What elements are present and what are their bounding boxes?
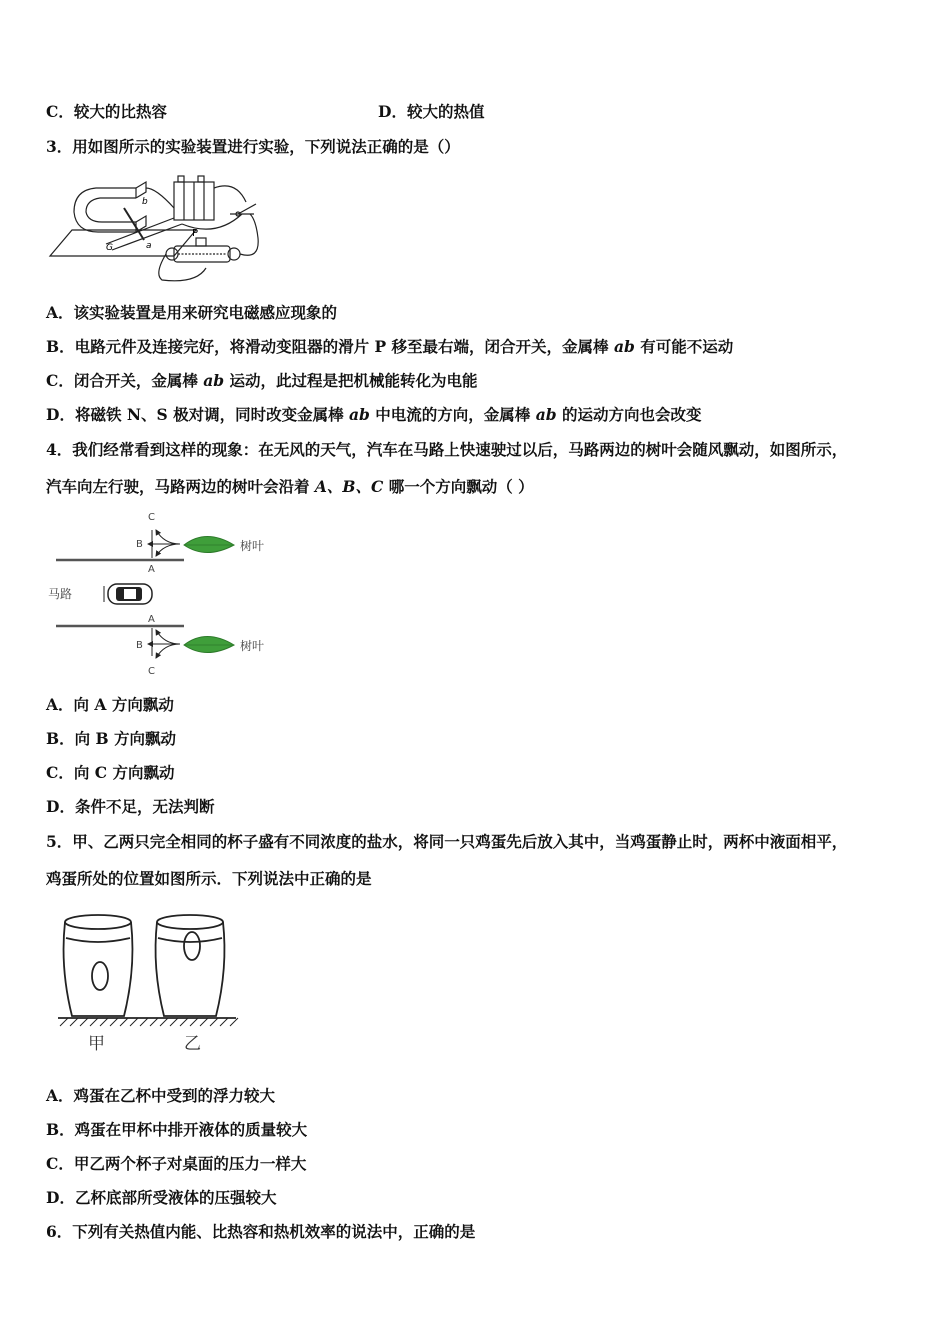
q3-option-b-pre: B．电路元件及连接完好，将滑动变阻器的滑片 P 移至最右端，闭合开关，金属棒 — [46, 337, 614, 356]
q3-fig-label-a: a — [146, 241, 152, 251]
q3-option-b-post: 有可能不运动 — [634, 337, 734, 356]
q3-option-c-var: ab — [203, 371, 225, 390]
q5-option-d: D．乙杯底部所受液体的压强较大 — [46, 1188, 277, 1207]
q4-fig-label-road: 马路 — [48, 587, 73, 601]
q3-figure-electromagnet-apparatus — [46, 168, 266, 286]
q4-stem-line2-post: 哪一个方向飘动（ ） — [383, 477, 534, 496]
q3-option-d-var1: ab — [349, 405, 370, 424]
q4-fig-label-bottom-b: B — [136, 640, 143, 651]
q4-stem-line2-vars: A、B、C — [314, 477, 384, 496]
q4-option-a: A．向 A 方向飘动 — [46, 695, 174, 714]
q3-stem: 3．用如图所示的实验装置进行实验，下列说法正确的是（） — [46, 137, 460, 156]
q4-fig-label-top-c: C — [148, 512, 155, 523]
q5-option-b: B．鸡蛋在甲杯中排开液体的质量较大 — [46, 1120, 308, 1139]
q4-fig-label-leaf-top: 树叶 — [240, 539, 265, 553]
q5-stem-line1: 5．甲、乙两只完全相同的杯子盛有不同浓度的盐水，将同一只鸡蛋先后放入其中，当鸡蛋静止时，两杯中液面相平， — [46, 832, 848, 851]
q3-option-b-var: ab — [613, 337, 635, 356]
q4-stem-line2 — [46, 477, 534, 497]
q3-option-d-post: 的运动方向也会改变 — [556, 405, 702, 424]
q4-stem-line2-pre: 汽车向左行驶，马路两边的树叶会沿着 — [46, 477, 315, 496]
q3-option-d-var2: ab — [535, 405, 557, 424]
q3-fig-label-b: b — [142, 197, 148, 207]
q4-fig-label-top-b: B — [136, 539, 143, 550]
q4-option-b: B．向 B 方向飘动 — [46, 729, 176, 748]
q4-fig-label-bottom-c: C — [148, 666, 155, 677]
q3-option-d-mid: 中电流的方向，金属棒 — [369, 405, 536, 424]
q3-option-c-post: 运动，此过程是把机械能转化为电能 — [224, 371, 478, 390]
q4-option-c: C．向 C 方向飘动 — [46, 763, 175, 782]
q3-option-a: A．该实验装置是用来研究电磁感应现象的 — [46, 303, 338, 322]
q2-option-c: C．较大的比热容 — [46, 102, 167, 121]
q4-fig-label-top-a: A — [148, 564, 155, 575]
q3-option-b — [46, 337, 733, 357]
q3-fig-label-g: G — [106, 243, 113, 253]
q3-option-d-pre: D．将磁铁 N、S 极对调，同时改变金属棒 — [46, 405, 349, 424]
q5-option-a: A．鸡蛋在乙杯中受到的浮力较大 — [46, 1086, 276, 1105]
q4-fig-label-bottom-a: A — [148, 614, 155, 625]
q5-fig-label-cup-left: 甲 — [88, 1034, 105, 1054]
q5-stem-line2: 鸡蛋所处的位置如图所示．下列说法中正确的是 — [46, 869, 372, 888]
q2-option-d: D．较大的热值 — [378, 102, 485, 121]
q3-option-c — [46, 371, 478, 391]
q4-fig-label-leaf-bottom: 树叶 — [240, 639, 265, 653]
q4-figure-road-leaves — [44, 508, 284, 680]
q5-fig-label-cup-right: 乙 — [184, 1034, 201, 1054]
q3-option-c-pre: C．闭合开关，金属棒 — [46, 371, 204, 390]
q4-stem-line1: 4．我们经常看到这样的现象：在无风的天气，汽车在马路上快速驶过以后，马路两边的树叶会随风飘动，如图所示， — [46, 440, 848, 459]
q3-option-d — [46, 405, 701, 425]
q4-option-d: D．条件不足，无法判断 — [46, 797, 215, 816]
q6-stem: 6．下列有关热值内能、比热容和热机效率的说法中，正确的是 — [46, 1222, 476, 1241]
q5-figure-cups-eggs — [54, 908, 244, 1056]
q3-fig-label-p: P — [192, 228, 199, 239]
q5-option-c: C．甲乙两个杯子对桌面的压力一样大 — [46, 1154, 307, 1173]
